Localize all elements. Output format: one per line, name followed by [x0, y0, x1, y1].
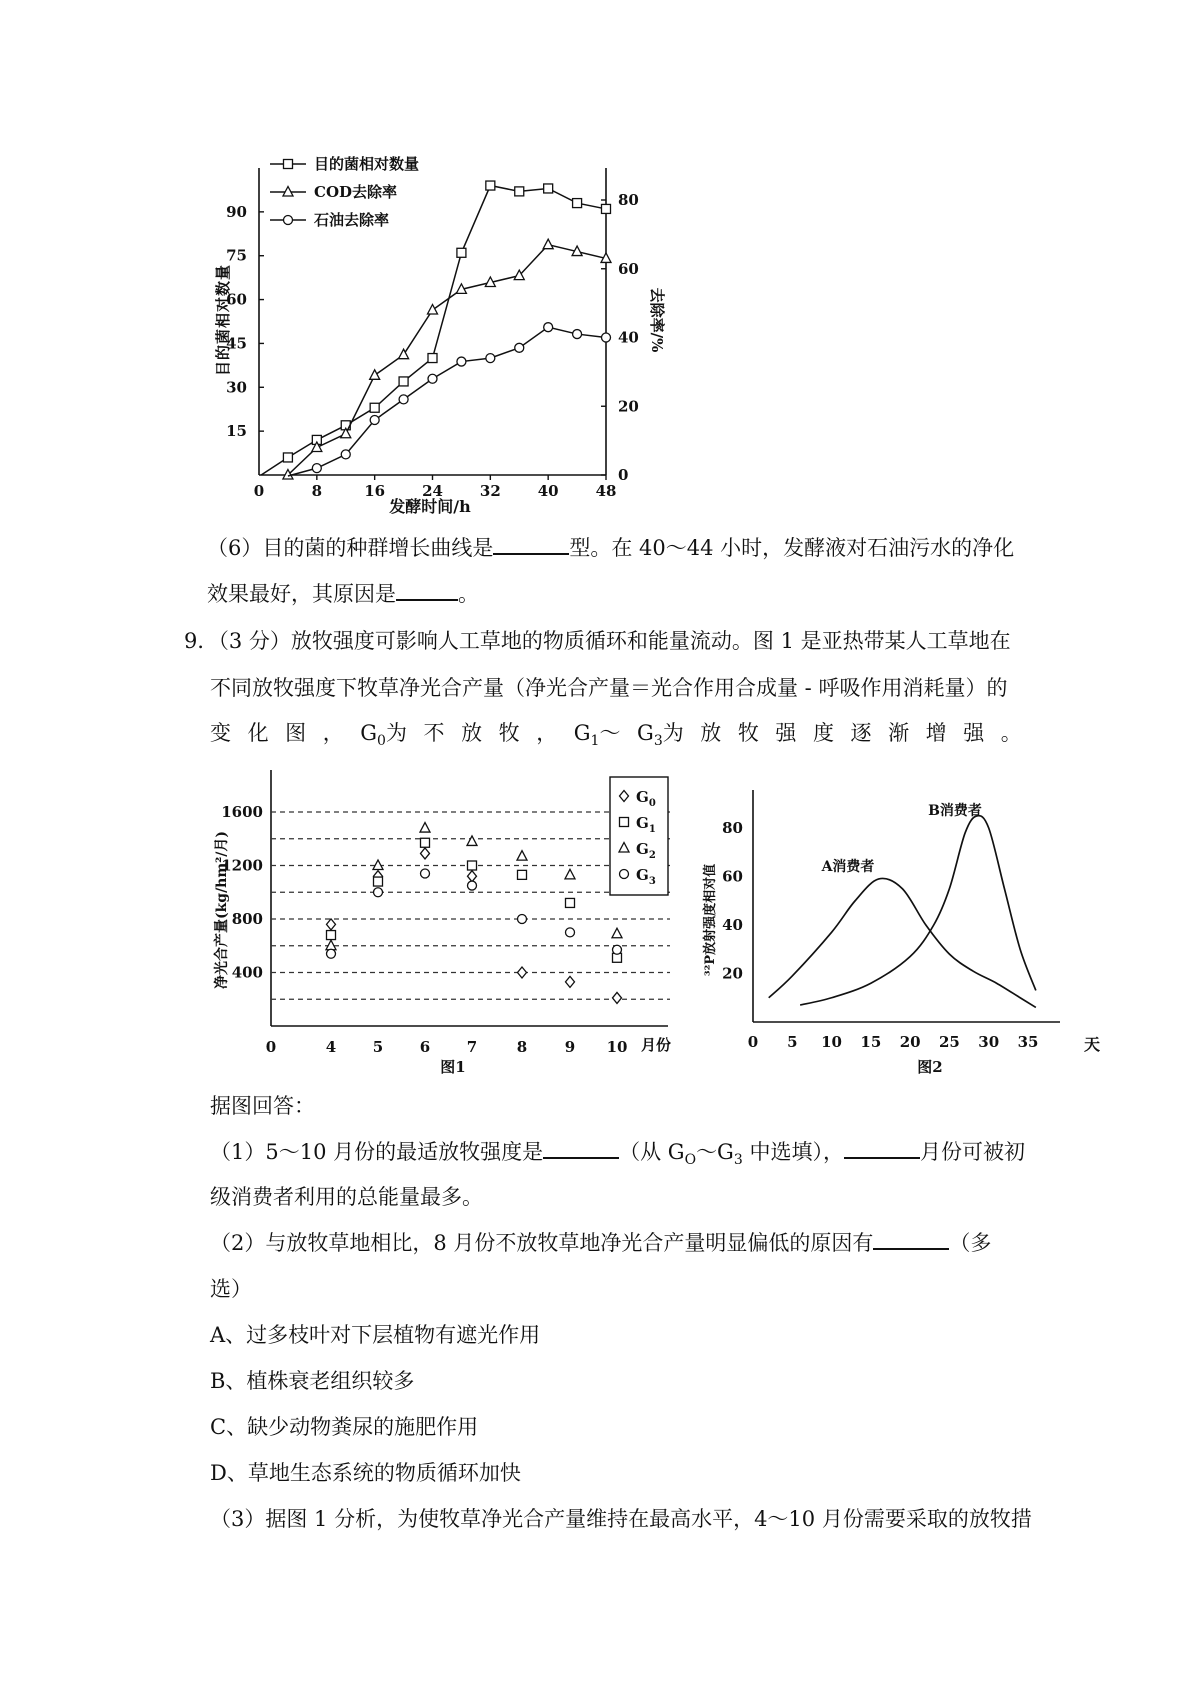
c1-point-square	[370, 403, 379, 412]
c1-ytick-right-label: 60	[618, 259, 639, 278]
fig2-xtick-label: 30	[978, 1033, 1000, 1051]
fig1-legend-label: $G_3$	[636, 866, 656, 887]
c1-xlabel: 发酵时间/h	[389, 497, 471, 516]
fig2-xtick-label: 25	[938, 1033, 960, 1051]
fig2-xtick-label: 10	[821, 1033, 843, 1051]
c1-ylabel-left: 目的菌相对数量	[214, 263, 232, 377]
fig2-ytick-label: 60	[722, 867, 743, 886]
c1-point-square	[283, 453, 292, 462]
fig1-point-G1	[374, 877, 383, 886]
c1-ytick-right-label: 0	[618, 466, 629, 484]
fig1-point-G0	[518, 967, 527, 978]
c1-ytick-left-label: 75	[226, 246, 247, 265]
g1-label: $G_1\sim$	[573, 721, 621, 750]
fig1-ytick-label: 800	[231, 910, 263, 928]
fig1-point-G2	[420, 823, 430, 833]
c1-point-circle	[428, 374, 437, 383]
fig1-legend-label: $G_0$	[636, 788, 656, 809]
c1-legend-label: 石油去除率	[314, 211, 390, 229]
fig1-point-G0	[566, 976, 575, 987]
c1-ytick-left-label: 45	[226, 334, 247, 353]
c1-ytick-left-label: 60	[226, 290, 247, 309]
q3-line1: （3）据图 1 分析，为使牧草净光合产量维持在最高水平，4～10 月份需要采取的放牧措	[210, 1507, 1032, 1531]
q6-line1	[207, 532, 1200, 564]
fig1-point-G3	[374, 888, 383, 897]
q1-blank-2[interactable]	[844, 1156, 920, 1159]
fig2-curve-a	[769, 878, 1036, 1007]
fig1-ytick-label: 1600	[221, 803, 263, 821]
q2-blank[interactable]	[873, 1247, 949, 1250]
c1-xtick-label: 0	[253, 482, 265, 500]
fig1-point-G2	[373, 860, 383, 870]
option-a: A、过多枝叶对下层植物有遮光作用	[210, 1323, 541, 1347]
fig2-xtick-label: 20	[899, 1033, 921, 1051]
c1-ytick-left-label: 15	[226, 422, 247, 441]
c1-point-circle	[515, 343, 524, 352]
c1-legend-marker	[284, 216, 293, 225]
option-c: C、缺少动物粪尿的施肥作用	[210, 1415, 479, 1439]
c1-line-square	[261, 186, 606, 475]
c1-point-square	[428, 354, 437, 363]
c1-line-circle	[288, 327, 606, 476]
c1-point-circle	[544, 323, 553, 332]
fig1-point-G3	[613, 945, 622, 954]
fig1-ytick-label: 1200	[221, 856, 263, 875]
c1-point-square	[573, 199, 582, 208]
option-d: D、草地生态系统的物质循环加快	[210, 1461, 521, 1485]
fig1-point-G1	[421, 838, 430, 847]
q9-text-a: （3 分）放牧强度可影响人工草地的物质循环和能量流动。图 1 是亚热带某人工草地在	[218, 629, 1011, 653]
fig1-point-G0	[613, 992, 622, 1003]
option-b: B、植株衰老组织较多	[210, 1369, 415, 1393]
fig2-label-a: A消费者	[821, 859, 875, 875]
c1-ytick-left-label: 90	[226, 202, 247, 221]
q9-number: 9．	[184, 629, 219, 653]
answer-intro: 据图回答：	[210, 1094, 315, 1118]
c1-ytick-left-label: 30	[226, 378, 247, 397]
fig1-point-G2	[326, 940, 336, 950]
fig1-ylabel: 净光合产量(kg/hm²/月)	[214, 830, 230, 990]
fig1-point-G0	[421, 848, 430, 859]
c1-point-circle	[341, 450, 350, 459]
c1-point-circle	[602, 333, 611, 342]
c1-xtick-label: 32	[479, 482, 501, 500]
fig1-point-G3	[421, 869, 430, 878]
q6-line2	[207, 578, 1200, 610]
c1-xtick-label: 8	[311, 482, 323, 500]
q6-text-d: 。	[458, 582, 479, 606]
fig1-point-G1	[327, 931, 336, 940]
c1-point-square	[457, 248, 466, 257]
fig1-legend-label: $G_1$	[636, 814, 656, 835]
c1-point-circle	[573, 330, 582, 339]
fig2-label-b: B消费者	[928, 803, 982, 819]
c1-legend-marker	[283, 187, 293, 197]
q2-line1: （2）与放牧草地相比，8 月份不放牧草地净光合产量明显偏低的原因有 （多	[210, 1231, 992, 1255]
fig1-point-G0	[327, 919, 336, 930]
fig2-curve-b	[800, 816, 1036, 1005]
c1-point-square	[602, 204, 611, 213]
fig2-xtick-label: 5	[787, 1033, 798, 1051]
q1-line1: （1）5～10 月份的最适放牧强度是 （从 $G_O\sim G_3$ 中选填）， 月份可被初	[210, 1140, 1025, 1169]
fig1-xtick-label: 8	[516, 1038, 528, 1056]
q6-blank-1[interactable]	[493, 552, 569, 555]
fig1-point-G1	[518, 870, 527, 879]
q9-line3: 变 化 图 ， $G_0$为 不 放 牧 ， $G_1\sim$ $G_3$为 放 牧 强 度 逐 渐 增 强 。	[210, 717, 1200, 757]
fig2-ytick-label: 40	[722, 916, 743, 934]
c1-point-square	[486, 181, 495, 190]
c1-legend-marker	[284, 160, 293, 169]
fig2-xtick-label: 0	[747, 1033, 759, 1051]
c1-xtick-label: 48	[595, 482, 617, 500]
q1-blank-1[interactable]	[543, 1156, 619, 1159]
fig2-ytick-label: 80	[722, 819, 743, 837]
fig2-xlabel: 天	[1083, 1035, 1101, 1054]
q6-text: （6）目的菌的种群增长曲线是	[207, 536, 494, 560]
g3-label: $G_3$为	[637, 721, 684, 750]
q1-line2: 级消费者利用的总能量最多。	[210, 1185, 483, 1209]
q6-text-b: 型。在 40～44 小时，发酵液对石油污水的净化	[569, 536, 1015, 560]
c1-xtick-label: 16	[364, 482, 386, 500]
fig1-point-G2	[517, 851, 527, 861]
fig2-xtick-label: 35	[1017, 1033, 1039, 1051]
c1-point-square	[515, 187, 524, 196]
c1-point-circle	[457, 357, 466, 366]
fig1-xtick-label: 10	[606, 1038, 628, 1056]
c1-ylabel-right: 去除率/%	[648, 287, 666, 353]
fig1-xtick-label: 7	[466, 1038, 478, 1056]
q6-blank-2[interactable]	[396, 598, 458, 601]
fig2-xtick-label: 15	[860, 1033, 882, 1051]
c1-ytick-right-label: 20	[618, 397, 639, 416]
fig1-xtick-label: 5	[372, 1038, 384, 1056]
fig2-ytick-label: 20	[722, 964, 743, 983]
c1-point-square	[544, 184, 553, 193]
c1-ytick-right-label: 80	[618, 191, 639, 209]
g0-label: $G_0$为	[360, 721, 407, 750]
fig2-ylabel: ³²P放射强度相对值	[703, 863, 718, 977]
fig2-title: 图2	[917, 1058, 943, 1076]
q9-line1	[184, 625, 1200, 657]
fig1-point-G3	[566, 928, 575, 937]
c1-point-triangle	[428, 305, 438, 315]
c1-legend-label: 目的菌相对数量	[314, 155, 420, 173]
c1-point-triangle	[370, 370, 380, 380]
c1-ytick-right-label: 40	[618, 328, 639, 347]
fig1-xtick-label: 0	[265, 1038, 277, 1056]
fig1-point-G2	[467, 836, 477, 846]
fig1-legend-marker	[620, 870, 629, 879]
fig1-point-G0	[468, 871, 477, 882]
q1-text-b: （从 $G_O\sim G_3$ 中选填），	[619, 1140, 844, 1169]
fig1-point-G1	[566, 898, 575, 907]
figure1-scatter	[0, 760, 700, 1080]
c1-point-circle	[312, 464, 321, 473]
c1-line-triangle	[288, 245, 606, 475]
fig1-xtick-label: 6	[419, 1038, 431, 1056]
c1-point-triangle	[543, 239, 553, 249]
fig1-point-G1	[468, 861, 477, 870]
fig1-point-G3	[518, 915, 527, 924]
c1-point-circle	[399, 395, 408, 404]
figure2-curves	[690, 780, 1130, 1080]
c1-point-square	[399, 377, 408, 386]
c1-xtick-label: 24	[422, 482, 443, 500]
fig1-xtick-label: 9	[564, 1038, 576, 1056]
c1-xtick-label: 40	[537, 482, 559, 500]
q6-text-c: 效果最好，其原因是	[207, 582, 396, 606]
fig1-xtick-label: 4	[325, 1038, 337, 1056]
fig1-point-G2	[565, 869, 575, 879]
c1-point-circle	[370, 416, 379, 425]
fig1-point-G2	[612, 928, 622, 938]
fermentation-chart	[0, 0, 1200, 540]
q2-line2: 选）	[210, 1277, 252, 1301]
fig1-point-G3	[468, 881, 477, 890]
fig1-legend-marker	[620, 818, 629, 827]
c1-point-circle	[486, 354, 495, 363]
fig1-legend-label: $G_2$	[636, 840, 656, 861]
fig1-ytick-label: 400	[231, 963, 263, 982]
fig1-point-G3	[327, 949, 336, 958]
fig1-xlabel: 月份	[640, 1036, 672, 1054]
q9-line2: 不同放牧强度下牧草净光合产量（净光合产量＝光合作用合成量 - 呼吸作用消耗量）的	[210, 676, 1008, 700]
fig1-title: 图1	[440, 1058, 466, 1076]
c1-legend-label: COD去除率	[314, 183, 398, 201]
